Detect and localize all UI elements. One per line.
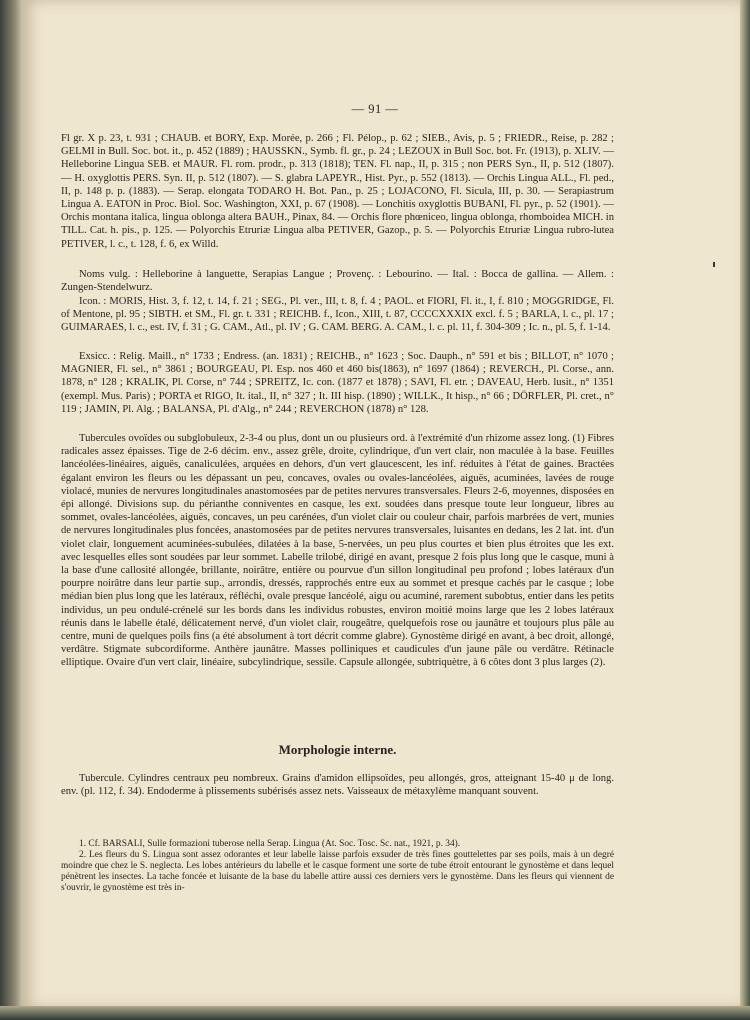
pencil-mark [713,262,715,267]
bibliography-paragraph [61,132,614,251]
exsiccata [61,350,614,416]
exsiccata-text: Exsicc. : Relig. Maill., n° 1733 ; Endress. (an. 1831) ; REICHB., n° 1623 ; Soc. Dauph., n° 591 et bis ; BILLOT, n° 1070 ; MAGNIER, Fl. sel., n° 3861 ; BOURGEAU, Pl. Esp. nos 460 et 460 bis(1863), n° 1697 (1864) ; REVERCH., Pl. Corse., ann. 1878, n° 128 ; KRALIK, Pl. Corse, n° 744 ; SPREITZ, Ic. con. (1877 et 1878) ; SAVI, Fl. etr. ; DAVEAU, Herb. lusit., n° 1351 (exempl. Mus. Paris) ; PORTA et RIGO, It. ital., II, n° 327 ; It. III hisp. (1890) ; WILLK., It hisp., n° 66 ; DÖRFLER, Pl. cret., n° 119 ; JAMIN, Pl. Alg. ; BALANSA, Pl. d'Alg., n° 244 ; REVERCHON (1878) n° 128. [61,351,614,415]
footnotes [61,839,614,894]
page-number: — 91 — [351,102,399,116]
tubercule-paragraph [61,772,614,798]
footnote-1: 1. Cf. BARSALI, Sulle formazioni tuberose nella Serap. Lingua (At. Soc. Tosc. Sc. nat., 1921, p. 34). [79,839,461,849]
book-gutter-shadow [0,0,24,1020]
bottom-edge [0,1006,750,1020]
description-text: Tubercules ovoïdes ou subglobuleux, 2-3-4 ou plus, dont un ou plusieurs ord. à l'extrémité d'un rhizome assez long. (1) Fibres radicales assez épaisses. Tige de 2-6 décim. env., assez grêle, droite, cylindrique, d'un vert clair, non maculée à la base. Feuilles lancéolées-linéaires, aiguës, canaliculées, arquées en dehors, d'un vert glaucescent, les inf. réduites à l'état de gaines. Bractées égalant environ les fleurs ou les dépassant un peu, concaves, ovales ou ovales-lancéolées, aiguës, acuminées, lavées de rouge violacé, munies de nervures longitudinales anastomosées par de petites nervures transversales. Fleurs 2-6, moyennes, disposées en épi allongé. Divisions sup. du périanthe conniventes en casque, les ext. soudées dans presque toute leur longueur, libres au sommet, ovales-lancéolées, aiguës, concaves, un peu carénées, d'un violet clair ou couleur chair, parfois marbrées de vert, munies de nervures longitudinales plus foncées, anastomosées par de petites nervures transversales, luisantes en dedans, les 2 lat. int. d'un violet clair, longuement acuminées-subulées, dilatées à la base, 5-nervées, un peu plus courtes et bien plus étroites que les ext. avec lesquelles elles sont soudées par leur sommet. Labelle trilobé, dirigé en avant, presque 2 fois plus long que le casque, muni à la base d'une callosité allongée, brillante, noirâtre, entière ou pourvue d'un sillon longitudinal peu profond ; lobes latéraux d'un pourpre noirâtre dans leur partie sup., arrondis, dressés, rapprochés entre eux au sommet et presque cachés par le casque ; lobe médian bien plus long que les latéraux, réfléchi, ovale presque lancéolé, aigu ou acuminé, rarement subobtus, entier dans les petits individus, un peu ondulé-crénelé sur les bords dans les individus robustes, environ moitié moins large que les 2 lobes latéraux réunis dans le labelle étalé, délicatement nervé, d'un violet clair, rougeâtre, quelquefois rose ou jaunâtre et toujours plus pâle au centre, muni de quelques poils fins (a été absolument à tort décrit comme glabre). Gynostème dirigé en avant, à bec droit, allongé, verdâtre. Stigmate subcordiforme. Anthère jaunâtre. Masses polliniques et caudicules d'un jaune pâle ou verdâtre. Rétinacle elliptique. Ovaire d'un vert clair, linéaire, subcylindrique, sessile. Capsule allongée, subtriquètre, à 6 côtes dont 3 plus larges (2). [61,433,614,669]
description-paragraph [61,432,614,670]
footnote-2: 2. Les fleurs du S. Lingua sont assez odorantes et leur labelle laisse parfois exsuder de très fines gouttelettes par ses poils, mais à un degré moindre que chez le S. neglecta. Les lobes antérieurs du labelle et le casque forment une sorte de tube étroit entourant le gynostème et dans lequel pénètrent les insectes. La tache foncée et luisante de la base du labelle attire aussi ces derniers vers le gynostème. Dans les fleurs qui viennent de s'ouvrir, le gynostème est très in- [61,850,614,893]
tubercule-text: Tubercule. Cylindres centraux peu nombreux. Grains d'amidon ellipsoïdes, peu allongés, gros, atteignant 15-40 μ de long. env. (pl. 112, f. 34). Endoderme à plissements subérisés assez nets. Vaisseaux de métaxylème manquant souvent. [61,773,614,798]
vernacular-names-text: Noms vulg. : Helleborine à languette, Serapias Langue ; Provenç. : Lebourino. — Ital. : Bocca de gallina. — Allem. : Zungen-Stendelwurz. [61,269,614,294]
vernacular-names [61,268,614,294]
bibliography-text: Fl gr. X p. 23, t. 931 ; CHAUB. et BORY, Exp. Morée, p. 266 ; Fl. Pélop., p. 62 ; SIEB., Avis, p. 5 ; FRIEDR., Reise, p. 282 ; GELMI in Bull. Soc. bot. it., p. 452 (1889) ; HAUSSKN., Symb. fl. gr., p. 24 ; LEZOUX in Bull Soc. bot. Fr. (1913), p. XLIV. — Helleborine Lingua SEB. et MAUR. Fl. rom. prodr., p. 313 (1818); TEN. Fl. nap., II, p. 315 ; non PERS Syn., II, p. 512 (1807). — H. oxyglottis PERS. Syn. II, p. 512 (1807). — S. glabra LAPEYR., Hist. Pyr., p. 552 (1813). — Orchis Lingua ALL., Fl. ped., II, p. 148 p. p. (1883). — Serap. elongata TODARO H. Bot. Pan., p. 25 ; LOJACONO, Fl. Sicula, III, p. 30. — Serapiastrum Lingua A. EATON in Proc. Biol. Soc. Washington, XXI, p. 67 (1908). — Lonchitis oxyglottis BUBANI, Fl. pyr., p. 52 (1901). — Orchis montana italica, lingua oblonga altera BAUH., Pinax, 84. — Orchis flore phœniceo, lingua oblonga, rhomboidea MICH. in TILL. Cat. h. pis., p. 125. — Polyorchis Etruriæ Lingua alba PETIVER, Gazop., p. 5. — Polyorchis Etruriæ Lingua rubro-lutea PETIVER, l. c., t. 128, f. 6, ex Willd. [61,133,614,250]
iconography-text: Icon. : MORIS, Hist. 3, f. 12, t. 14, f. 21 ; SEG., Pl. ver., III, t. 8, f. 4 ; PAOL. et FIORI, Fl. it., I, f. 810 ; MOGGRIDGE, Fl. of Mentone, pl. 95 ; SIBTH. et SM., Fl. gr. t. 331 ; REICHB. f., Icon., XIII, t. 87, CCCCXXXIX excl. f. 5 ; BARLA, l. c., pl. 17 ; GUIMARAES, l. c., est. IV, f. 31 ; G. CAM., Atl., pl. IV ; G. CAM. BERG. A. CAM., l. c. pl. 11, f. 304-309 ; Ic. n., pl. 5, f. 1-14. [61,296,614,334]
section-heading: Morphologie interne. [278,742,397,757]
iconography [61,295,614,335]
right-edge [740,0,750,1020]
